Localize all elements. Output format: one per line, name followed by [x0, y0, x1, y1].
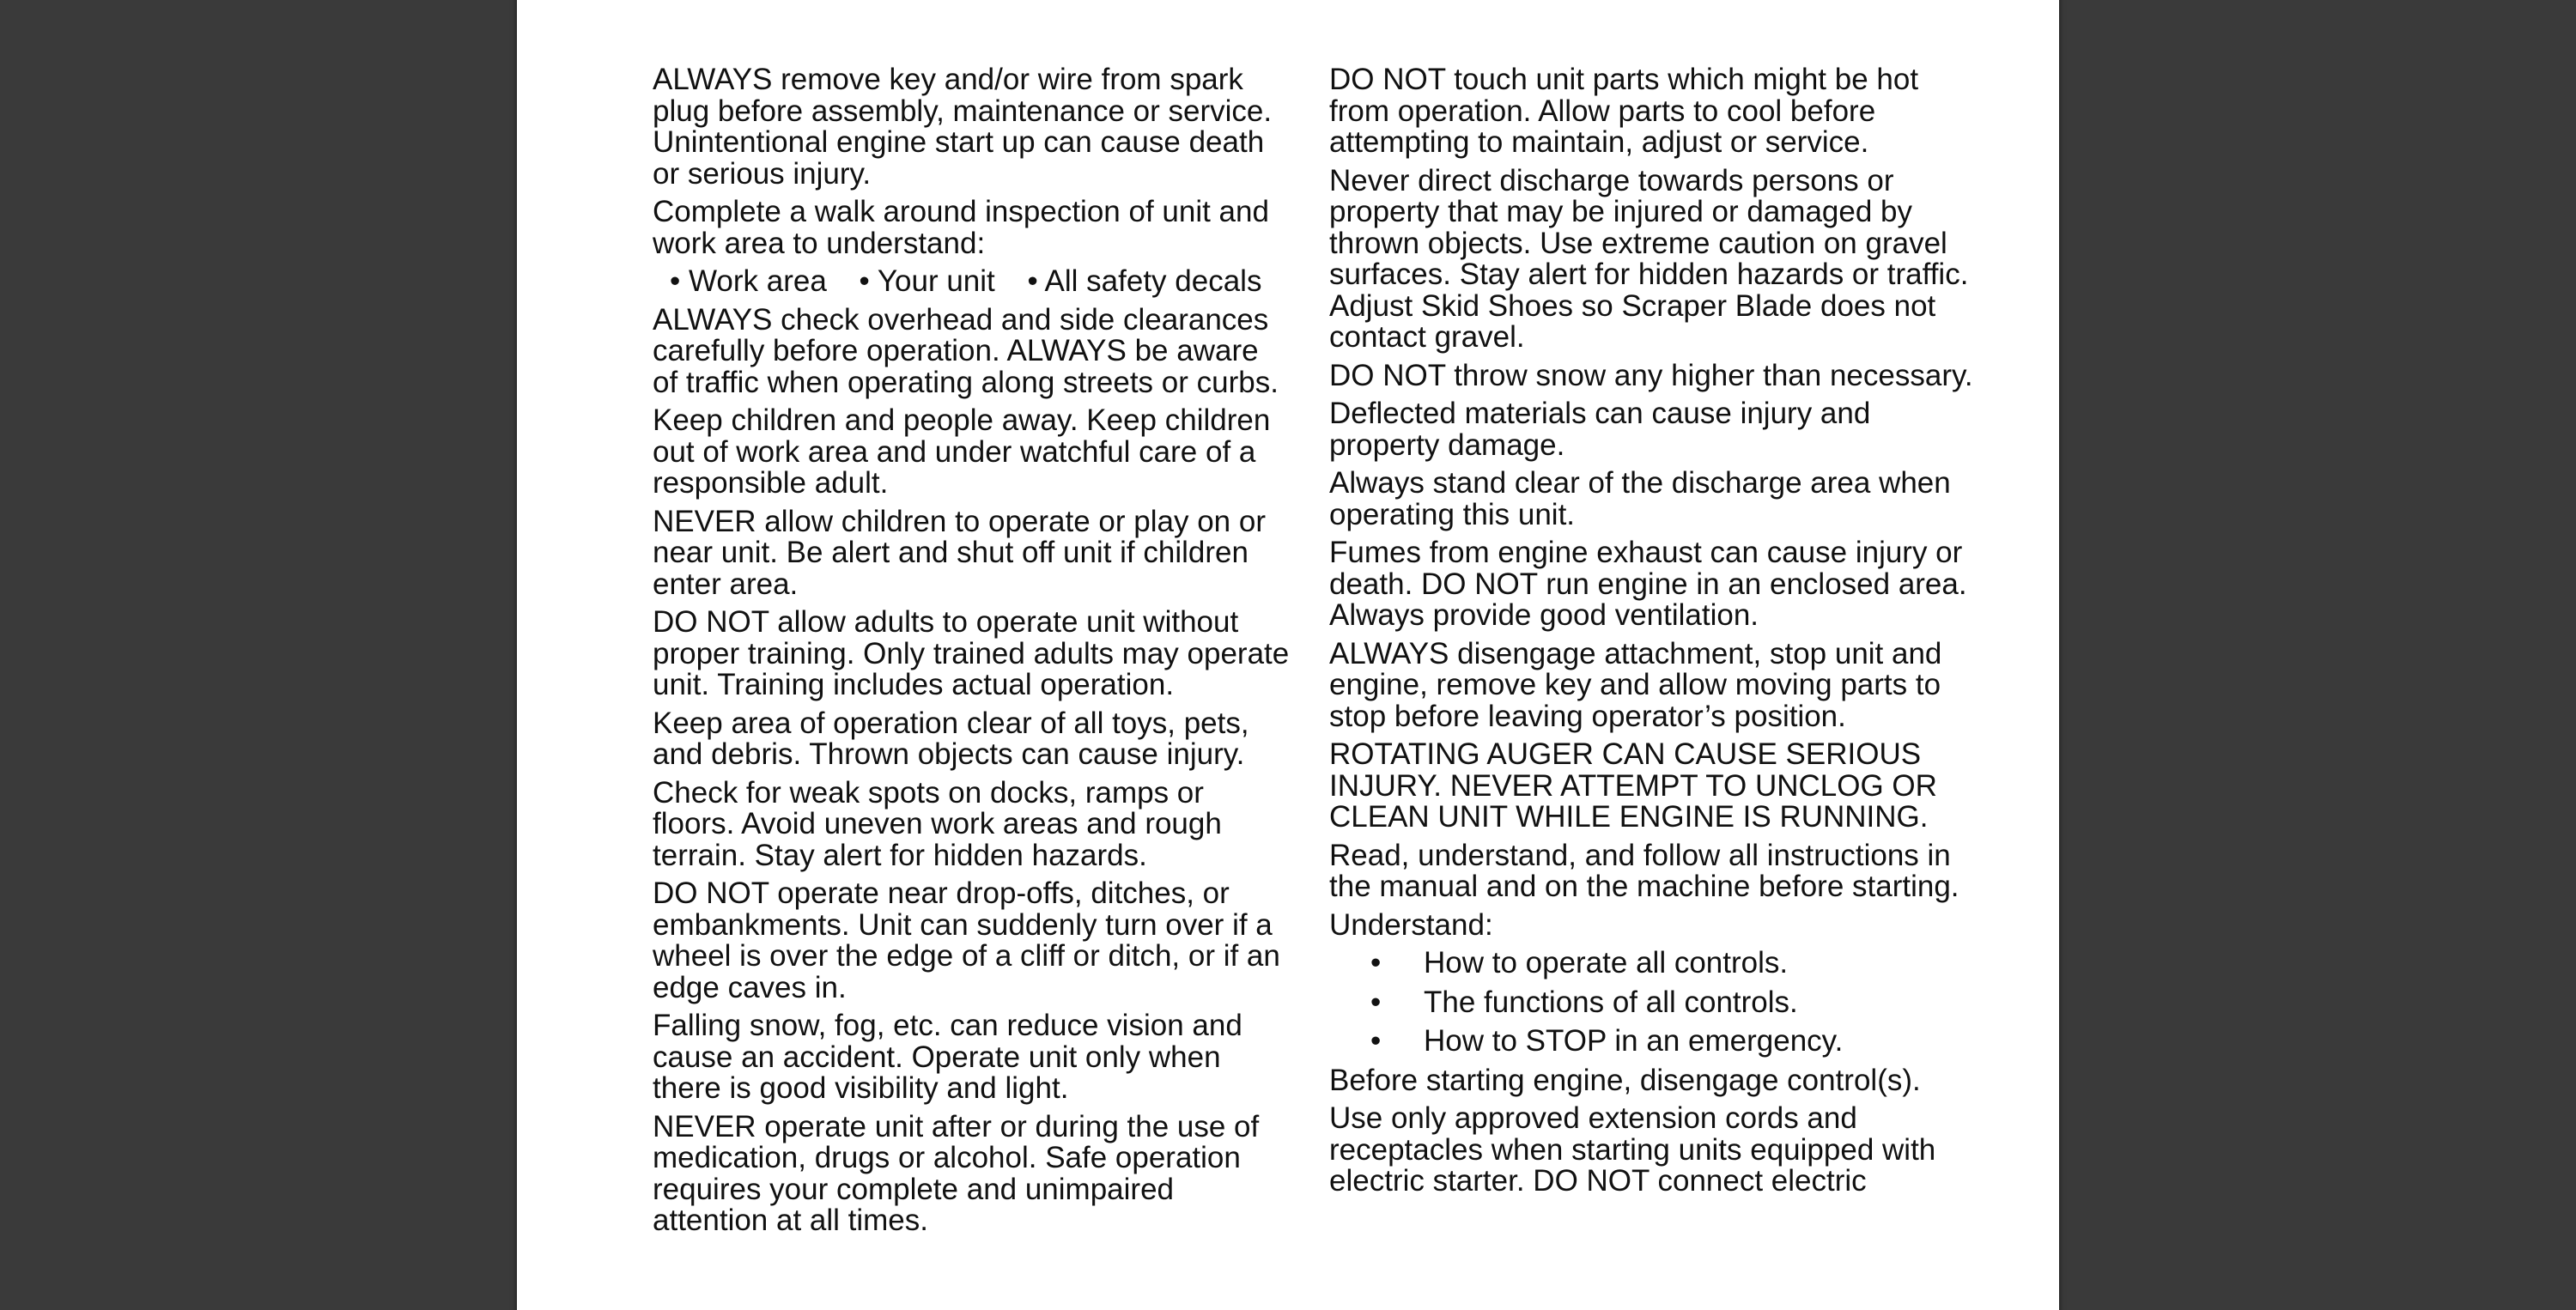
paragraph: ROTATING AUGER CAN CAUSE SERIOUS INJURY. NEVER ATTEMPT TO UNCLOG OR CLEAN UNIT WHILE ENGINE IS RUNNING.: [1329, 737, 1937, 834]
bullet-icon: •: [1370, 946, 1382, 979]
paragraph: DO NOT allow adults to operate unit without proper training. Only trained adults may operate unit. Training includes actual operation.: [653, 605, 1290, 701]
paragraph: DO NOT operate near drop-offs, ditches, or embankments. Unit can suddenly turn over if a wheel is over the edge of a cliff or ditch, or if an edge caves in.: [653, 876, 1280, 1004]
paragraph: DO NOT touch unit parts which might be hot from operation. Allow parts to cool before attempting to maintain, adjust or service.: [1329, 63, 1919, 159]
document-page: [517, 0, 2059, 1310]
paragraph: Fumes from engine exhaust can cause injury or death. DO NOT run engine in an enclosed area. Always provide good ventilation.: [1329, 536, 1967, 632]
paragraph: Keep area of operation clear of all toys, pets, and debris. Thrown objects can cause injury.: [653, 706, 1249, 771]
paragraph: ALWAYS remove key and/or wire from spark plug before assembly, maintenance or service. Unintentional engine start up can cause death or serious injury.: [653, 63, 1273, 191]
list-item: • The functions of all controls.: [1370, 985, 1798, 1019]
paragraph: Complete a walk around inspection of unit and work area to understand:: [653, 195, 1269, 260]
paragraph: Keep children and people away. Keep children out of work area and under watchful care of a responsible adult.: [653, 403, 1271, 500]
bullet-icon: •: [1370, 985, 1382, 1019]
inline-bullet-item: • Work area: [670, 264, 827, 298]
paragraph: Understand:: [1329, 907, 1493, 942]
inline-bullet-item: • All safety decals: [1027, 264, 1262, 298]
paragraph: ALWAYS disengage attachment, stop unit and engine, remove key and allow moving parts to stop before leaving operator’s position.: [1329, 636, 1942, 733]
bullet-icon: •: [1370, 1024, 1382, 1058]
paragraph: Check for weak spots on docks, ramps or floors. Avoid uneven work areas and rough terrain. Stay alert for hidden hazards.: [653, 775, 1222, 872]
understand-bullet-list: [1329, 948, 1982, 1058]
paragraph: Use only approved extension cords and receptacles when starting units equipped with electric starter. DO NOT connect electric: [1329, 1101, 1936, 1198]
paragraph: NEVER allow children to operate or play on or near unit. Be alert and shut off unit if children enter area.: [653, 504, 1266, 601]
inline-bullet-item: • Your unit: [859, 264, 995, 298]
paragraph: Read, understand, and follow all instructions in the manual and on the machine before starting.: [1329, 838, 1959, 903]
paragraph: Always stand clear of the discharge area when operating this unit.: [1329, 466, 1951, 531]
paragraph: ALWAYS check overhead and side clearances carefully before operation. ALWAYS be aware of traffic when operating along streets or curbs.: [653, 302, 1279, 399]
paragraph: Falling snow, fog, etc. can reduce vision and cause an accident. Operate unit only when there is good visibility and light.: [653, 1009, 1242, 1105]
inline-bullet-list: [653, 266, 1290, 298]
paragraph: Deflected materials can cause injury and property damage.: [1329, 397, 1871, 462]
paragraph: Never direct discharge towards persons or property that may be injured or damaged by thrown objects. Use extreme caution on gravel surfaces. Stay alert for hidden hazards or traffic. Adjust Skid Shoes so Scraper Blade does not contact gravel.: [1329, 163, 1969, 354]
left-column: [653, 64, 1290, 1244]
paragraph: Before starting engine, disengage control(s).: [1329, 1063, 1921, 1097]
list-item: • How to operate all controls.: [1370, 946, 1789, 979]
list-item: • How to STOP in an emergency.: [1370, 1024, 1844, 1058]
paragraph: DO NOT throw snow any higher than necessary.: [1329, 358, 1973, 392]
paragraph: NEVER operate unit after or during the use of medication, drugs or alcohol. Safe operation requires your complete and unimpaired attention at all times.: [653, 1109, 1260, 1237]
right-column: [1329, 64, 1982, 1204]
